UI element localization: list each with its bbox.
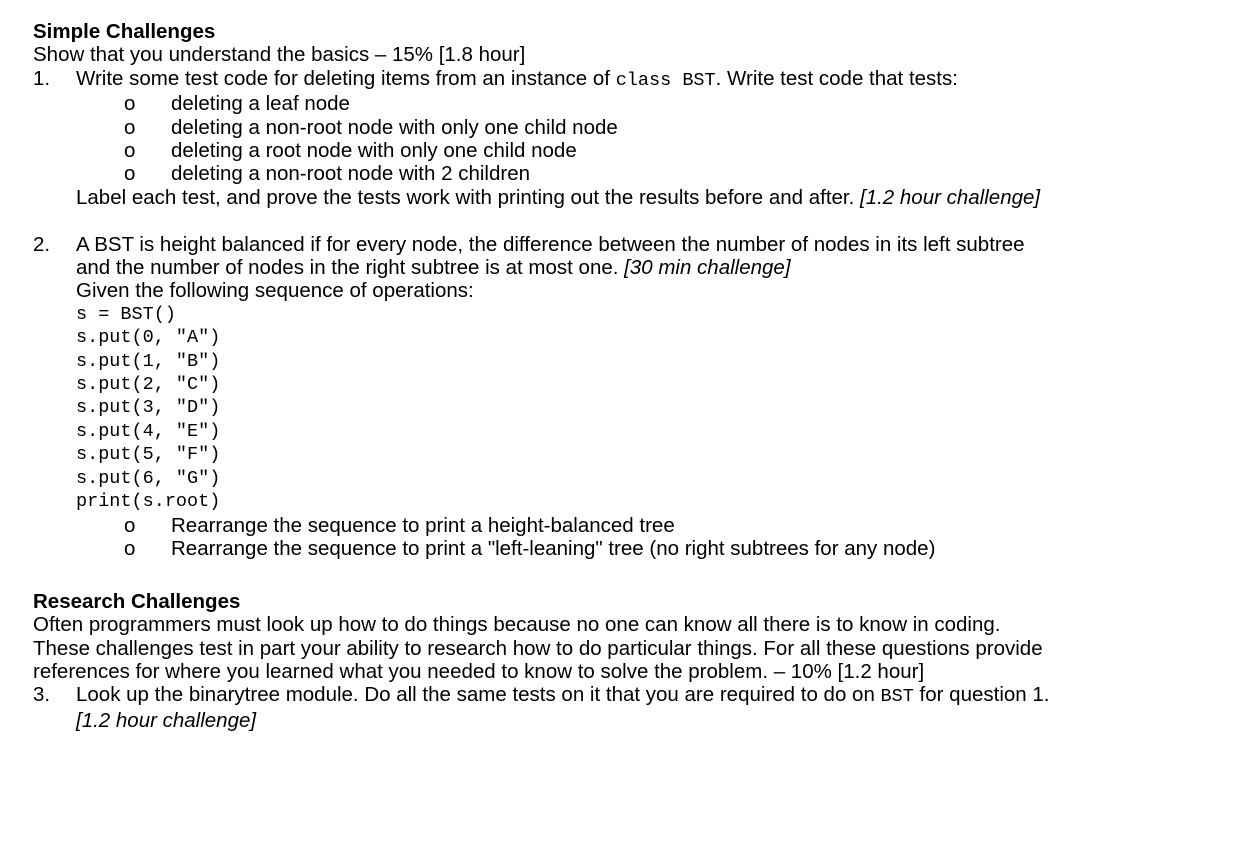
code-line: s.put(4, "E") [76, 420, 221, 442]
question-2-line-3: Given the following sequence of operations: [76, 279, 474, 303]
question-3 [33, 683, 1223, 708]
question-1-bullet [33, 139, 1223, 162]
bullet-text: Rearrange the sequence to print a height-balanced tree [171, 513, 675, 537]
question-2 [33, 233, 1223, 256]
simple-challenges-intro: Show that you understand the basics – 15% [1.8 hour] [33, 43, 526, 67]
code-line: s.put(6, "G") [76, 467, 221, 489]
code-line: s.put(0, "A") [76, 327, 221, 349]
research-paragraph-line: These challenges test in part your ability to research how to do particular things. For all these questions provide [33, 636, 1043, 660]
bullet-mark: o [124, 92, 136, 116]
spacer [33, 209, 1223, 232]
question-1-closing [33, 186, 1223, 209]
research-paragraph-line: references for where you learned what you needed to know to solve the problem. – 10% [1.2 hour] [33, 659, 925, 683]
research-paragraph-line: Often programmers must look up how to do things because no one can know all there is to know in coding. [33, 613, 1001, 637]
question-2-line-2-text: and the number of nodes in the right subtree is at most one. [76, 256, 625, 280]
simple-challenges-heading: Simple Challenges [33, 20, 216, 43]
research-challenges-heading: Research Challenges [33, 589, 241, 613]
spacer [33, 560, 1223, 583]
question-2-time-estimate: [30 min challenge] [624, 256, 791, 280]
question-3-line-2 [33, 709, 1223, 732]
code-line: s.put(1, "B") [76, 350, 221, 372]
question-2-line-2 [33, 256, 1223, 279]
bullet-mark: o [124, 536, 136, 560]
question-1-number: 1. [33, 66, 51, 90]
question-3-text-before: Look up the binarytree module. Do all the same tests on it that you are required to do on [76, 683, 881, 707]
code-line: s.put(2, "C") [76, 374, 221, 396]
question-1-closing-text: Label each test, and prove the tests work with printing out the results before and after. [76, 185, 861, 209]
question-1-text-after: . Write test code that tests: [715, 66, 958, 90]
question-2-bullet [33, 514, 1223, 537]
bullet-text: deleting a non-root node with only one child node [171, 115, 618, 139]
bullet-mark: o [124, 162, 136, 186]
document-page [33, 20, 1223, 732]
question-1-time-estimate: [1.2 hour challenge] [860, 185, 1041, 209]
question-2-line-1: A BST is height balanced if for every node, the difference between the number of nodes in its left subtree [76, 232, 1025, 256]
code-line: s.put(3, "D") [76, 397, 221, 419]
question-2-bullet [33, 537, 1223, 560]
bullet-text: deleting a non-root node with 2 children [171, 162, 530, 186]
code-line: s.put(5, "F") [76, 444, 221, 466]
question-1-bullet [33, 116, 1223, 139]
question-3-text-after: for question 1. [913, 683, 1050, 707]
code-line: s = BST() [76, 303, 176, 325]
bullet-text: deleting a leaf node [171, 92, 350, 116]
bullet-mark: o [124, 513, 136, 537]
question-1-code: class BST [615, 69, 716, 91]
question-1 [33, 67, 1223, 92]
question-2-number: 2. [33, 232, 51, 256]
question-1-bullet [33, 92, 1223, 115]
question-1-text-before: Write some test code for deleting items from an instance of [76, 66, 616, 90]
code-line: print(s.root) [76, 491, 221, 513]
question-3-code: BST [880, 686, 914, 708]
bullet-mark: o [124, 115, 136, 139]
question-3-number: 3. [33, 683, 51, 707]
bullet-text: Rearrange the sequence to print a "left-leaning" tree (no right subtrees for any node) [171, 536, 936, 560]
question-1-bullet [33, 162, 1223, 185]
bullet-mark: o [124, 139, 136, 163]
bullet-text: deleting a root node with only one child node [171, 139, 577, 163]
question-3-time-estimate: [1.2 hour challenge] [76, 708, 257, 732]
